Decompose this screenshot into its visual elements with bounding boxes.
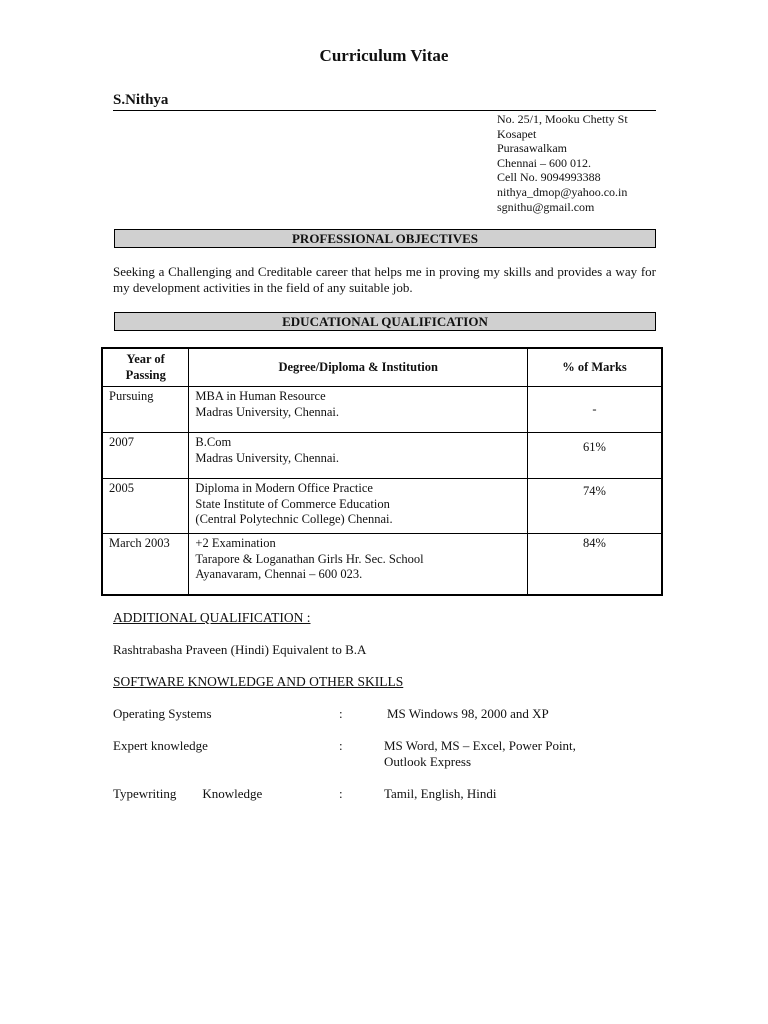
address-line: Kosapet (497, 126, 537, 141)
degree-cell (189, 534, 528, 595)
table-row (102, 433, 662, 479)
marks-cell (528, 387, 663, 433)
marks-cell (528, 433, 663, 479)
degree-line: +2 Examination (195, 536, 276, 550)
column-header-marks: % of Marks (528, 348, 663, 387)
year-cell: March 2003 (102, 534, 189, 595)
skill-colon: : (339, 738, 343, 753)
institution-line: Madras University, Chennai. (195, 450, 340, 465)
objectives-text: Seeking a Challenging and Creditable career that helps me in proving my skills and provides a way for my development activities in the field of any suitable job. (113, 264, 656, 295)
additional-qualification-text: Rashtrabasha Praveen (Hindi) Equivalent to B.A (113, 642, 367, 657)
skill-value: Outlook Express (384, 754, 472, 769)
phone-line: Cell No. 9094993388 (497, 170, 601, 185)
skill-value: MS Word, MS – Excel, Power Point, (384, 738, 576, 753)
table-row (102, 534, 662, 595)
skill-label: Typewriting Knowledge (113, 786, 263, 801)
address-line: No. 25/1, Mooku Chetty St (497, 112, 628, 126)
email-line: sgnithu@gmail.com (497, 199, 595, 214)
skill-colon: : (339, 786, 343, 801)
skill-label: Expert knowledge (113, 738, 208, 753)
table-header-row (102, 348, 662, 387)
year-cell: 2005 (102, 479, 189, 534)
table-row (102, 479, 662, 534)
skill-value: MS Windows 98, 2000 and XP (387, 706, 549, 721)
institution-line: Madras University, Chennai. (195, 404, 340, 419)
institution-line: Ayanavaram, Chennai – 600 023. (195, 567, 363, 581)
candidate-name: S.Nithya (113, 92, 169, 108)
table-row (102, 387, 662, 433)
skill-colon: : (339, 706, 343, 721)
address-line: Chennai – 600 012. (497, 155, 591, 170)
column-header-year: Year of Passing (102, 348, 189, 387)
degree-line: MBA in Human Resource (195, 389, 326, 403)
education-heading: EDUCATIONAL QUALIFICATION (114, 312, 656, 331)
institution-line: (Central Polytechnic College) Chennai. (195, 512, 393, 526)
institution-line: Tarapore & Loganathan Girls Hr. Sec. School (195, 551, 424, 566)
degree-cell (189, 479, 528, 534)
marks-cell (528, 534, 663, 595)
address-line: Purasawalkam (497, 141, 567, 156)
marks-value: 74% (583, 484, 606, 498)
address-block (497, 112, 628, 214)
degree-cell (189, 387, 528, 433)
degree-line: Diploma in Modern Office Practice (195, 481, 373, 495)
additional-qualification-heading: ADDITIONAL QUALIFICATION : (113, 610, 311, 625)
institution-line: State Institute of Commerce Education (195, 496, 390, 511)
year-cell: 2007 (102, 433, 189, 479)
year-cell: Pursuing (102, 387, 189, 433)
skills-heading: SOFTWARE KNOWLEDGE AND OTHER SKILLS (113, 674, 404, 689)
marks-value: 61% (583, 440, 606, 454)
skill-value: Tamil, English, Hindi (384, 786, 497, 801)
marks-value: 84% (583, 536, 606, 550)
degree-line: B.Com (195, 435, 232, 449)
degree-cell (189, 433, 528, 479)
marks-cell (528, 479, 663, 534)
email-line: nithya_dmop@yahoo.co.in (497, 184, 628, 199)
skill-label: Operating Systems (113, 706, 212, 721)
column-header-degree: Degree/Diploma & Institution (189, 348, 528, 387)
marks-value: - (592, 401, 597, 416)
education-table (101, 347, 663, 596)
document-title: Curriculum Vitae (319, 46, 449, 65)
objectives-heading: PROFESSIONAL OBJECTIVES (114, 229, 656, 248)
header-rule (113, 110, 656, 111)
